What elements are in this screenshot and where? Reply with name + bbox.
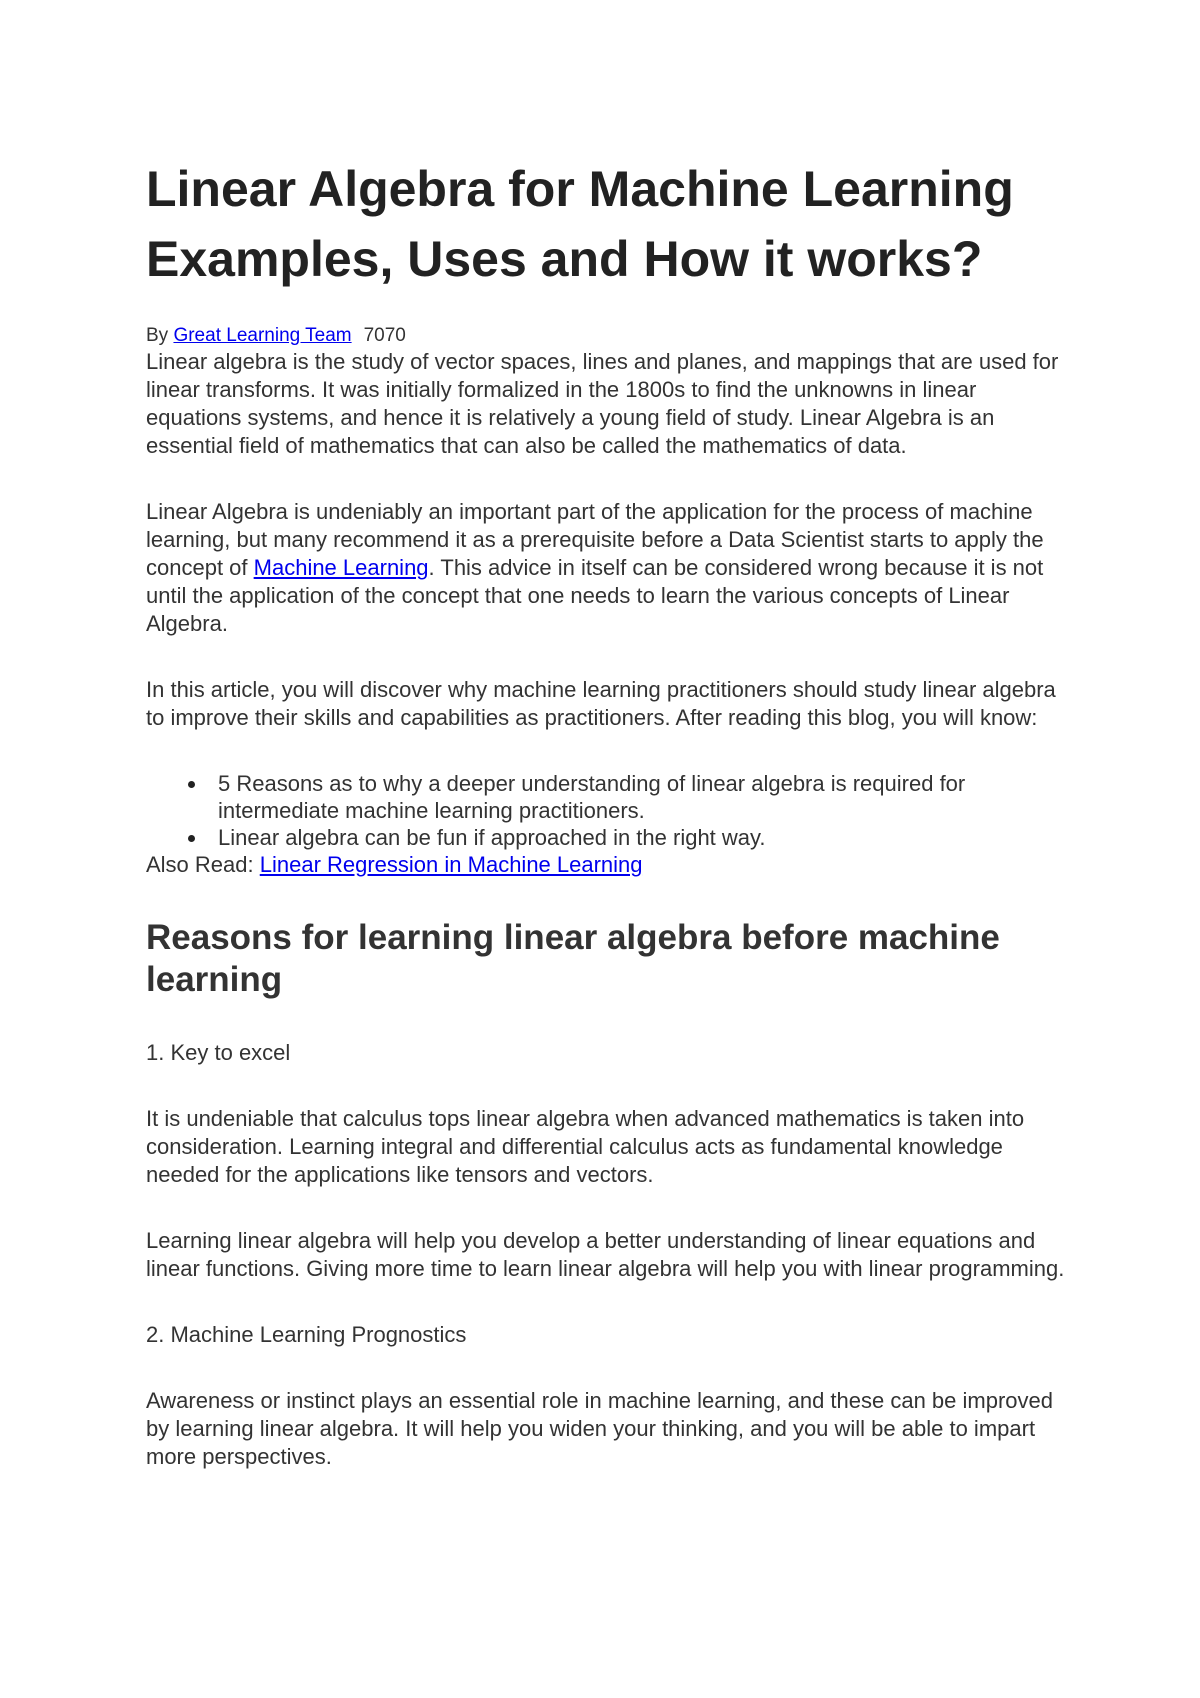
paragraph-prerequisite-text-before: Linear Algebra is undeniably an important part of the application for the process of machine learning, but many recommend it as a prerequisite before a Data Scientist starts to apply the concept of [146,499,1044,580]
also-read [146,851,1076,879]
view-count: 7070 [363,325,406,346]
paragraph-prerequisite [146,498,1076,638]
intro-paragraph: Linear algebra is the study of vector spaces, lines and planes, and mappings that are used for linear transforms. It was initially formalized in the 1800s to find the unknowns in linear equations systems, and hence it is relatively a young field of study. Linear Algebra is an essential field of mathematics that can also be called the mathematics of data. [146,349,1059,458]
machine-learning-link[interactable]: Machine Learning [253,555,429,580]
list-item: Linear algebra can be fun if approached in the right way. [218,824,1076,851]
section-heading: Reasons for learning linear algebra before machine learning [146,918,1000,999]
article-title-line-2: Examples, Uses and How it works? [146,231,983,287]
paragraph-prerequisite-text-after: . This advice in itself can be considered wrong because it is not until the application of the concept that one needs to learn the various concepts of Linear Algebra. [146,555,1044,636]
reason-1-paragraph-2: Learning linear algebra will help you develop a better understanding of linear equations and linear functions. Giving more time to learn linear algebra will help you with linear programming. [146,1228,1065,1281]
article-title [146,154,1076,294]
bullet-list [146,770,1076,851]
list-item: 5 Reasons as to why a deeper understanding of linear algebra is required for intermediate machine learning practitioners. [218,770,1076,824]
linear-regression-link[interactable]: Linear Regression in Machine Learning [259,852,643,877]
reason-2-title: 2. Machine Learning Prognostics [146,1322,467,1347]
also-read-label: Also Read: [146,852,260,877]
byline-prefix: By [146,325,174,346]
article-title-line-1: Linear Algebra for Machine Learning [146,161,1014,217]
author-link[interactable]: Great Learning Team [173,325,352,346]
paragraph-article-intro: In this article, you will discover why machine learning practitioners should study linear algebra to improve their skills and capabilities as practitioners. After reading this blog, you will know: [146,677,1056,730]
reason-2-paragraph-1: Awareness or instinct plays an essential role in machine learning, and these can be improved by learning linear algebra. It will help you widen your thinking, and you will be able to impart more perspectives. [146,1388,1053,1469]
article-body [146,154,1076,1471]
reason-1-paragraph-1: It is undeniable that calculus tops linear algebra when advanced mathematics is taken into consideration. Learning integral and differential calculus acts as fundamental knowledge needed for the applications like tensors and vectors. [146,1106,1025,1187]
byline [146,324,1076,348]
reason-1-title: 1. Key to excel [146,1040,291,1065]
